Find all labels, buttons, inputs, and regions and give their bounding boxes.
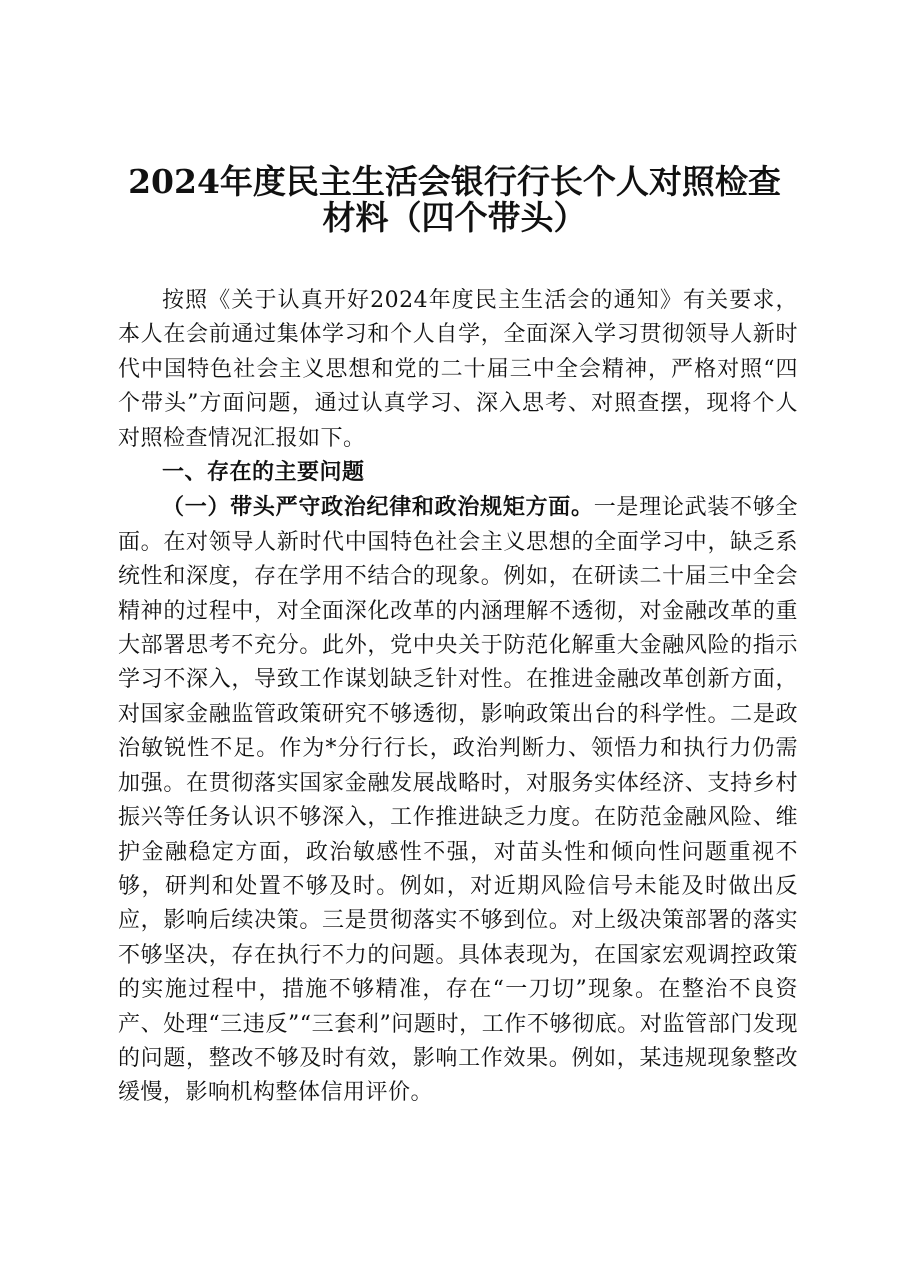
- intro-paragraph: 按照《关于认真开好2024年度民主生活会的通知》有关要求，本人在会前通过集体学习和个人自学，全面深入学习贯彻领导人新时代中国特色社会主义思想和党的二十届三中全会精神，严格对照“四个带头”方面问题，通过认真学习、深入思考、对照查摆，现将个人对照检查情况汇报如下。: [118, 288, 798, 451]
- section-heading: 一、存在的主要问题: [162, 460, 365, 486]
- subsection-paragraph: [118, 490, 798, 1110]
- document-title-line-2: 材料（四个带头）: [322, 198, 587, 237]
- subsection-lead: （一）带头严守政治纪律和政治规矩方面。: [162, 494, 594, 521]
- document-body: [118, 284, 798, 1111]
- document-title-line-1: 2024年度民主生活会银行行长个人对照检查: [128, 162, 781, 201]
- subsection-body: 一是理论武装不够全面。在对领导人新时代中国特色社会主义思想的全面学习中，缺乏系统性和深度，存在学用不结合的现象。例如，在研读二十届三中全会精神的过程中，对全面深化改革的内涵理解不透彻，对金融改革的重大部署思考不充分。此外，党中央关于防范化解重大金融风险的指示学习不深入，导致工作谋划缺乏针对性。在推进金融改革创新方面，对国家金融监管政策研究不够透彻，影响政策出台的科学性。二是政治敏锐性不足。作为*分行行长，政治判断力、领悟力和执行力仍需加强。在贯彻落实国家金融发展战略时，对服务实体经济、支持乡村振兴等任务认识不够深入，工作推进缺乏力度。在防范金融风险、维护金融稳定方面，政治敏感性不强，对苗头性和倾向性问题重视不够，研判和处置不够及时。例如，对近期风险信号未能及时做出反应，影响后续决策。三是贯彻落实不够到位。对上级决策部署的落实不够坚决，存在执行不力的问题。具体表现为，在国家宏观调控政策的实施过程中，措施不够精准，存在“一刀切”现象。在整治不良资产、处理“三违反”“三套利”问题时，工作不够彻底。对监管部门发现的问题，整改不够及时有效，影响工作效果。例如，某违规现象整改缓慢，影响机构整体信用评价。: [118, 495, 798, 1106]
